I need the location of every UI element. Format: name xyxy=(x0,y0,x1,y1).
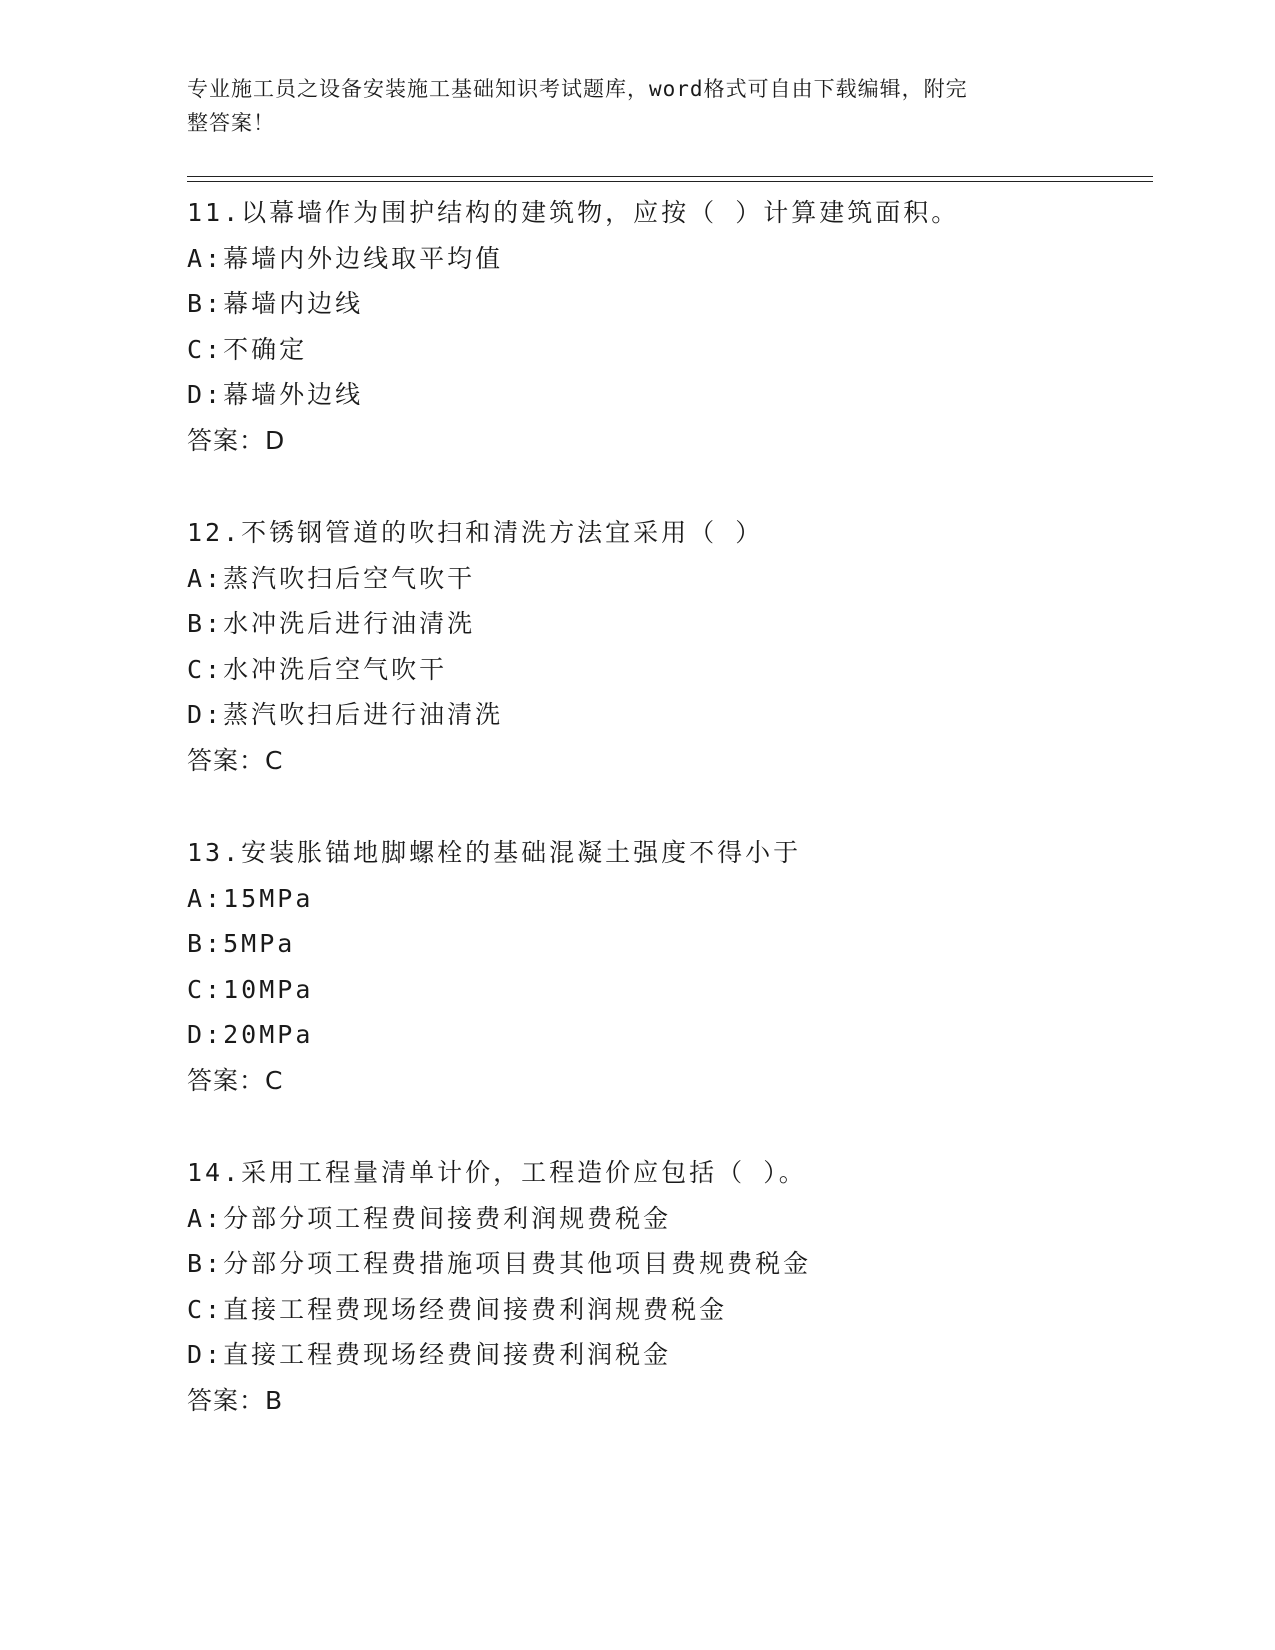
option-b xyxy=(187,921,1153,967)
option-c xyxy=(187,327,1153,373)
option-letter: D: xyxy=(187,700,224,729)
option-text: 水冲洗后空气吹干 xyxy=(223,654,448,684)
option-a xyxy=(187,876,1153,922)
answer-label: 答案：B xyxy=(187,1385,284,1415)
option-b xyxy=(187,1241,1153,1287)
option-letter: B: xyxy=(187,929,224,958)
header-line-2: 整答案！ xyxy=(187,111,275,135)
option-letter: D: xyxy=(187,380,224,409)
option-b xyxy=(187,601,1153,647)
option-text: 幕墙外边线 xyxy=(223,380,364,409)
answer-label: 答案：C xyxy=(187,745,284,775)
option-text: 直接工程费现场经费间接费利润税金 xyxy=(223,1340,672,1369)
option-letter: A: xyxy=(187,883,224,913)
option-text: 分部分项工程费措施项目费其他项目费规费税金 xyxy=(223,1249,812,1278)
document-page xyxy=(187,0,1153,1650)
option-a xyxy=(187,236,1153,282)
question-list xyxy=(187,190,1153,1470)
option-letter: B: xyxy=(187,1249,224,1278)
option-text: 5MPa xyxy=(223,929,296,958)
option-letter: A: xyxy=(187,563,224,593)
option-text: 幕墙内外边线取平均值 xyxy=(223,243,504,273)
question-14 xyxy=(187,1150,1153,1470)
header-divider xyxy=(187,176,1153,182)
option-text: 20MPa xyxy=(223,1020,314,1049)
option-letter: C: xyxy=(187,334,224,364)
question-stem: 13.安装胀锚地脚螺栓的基础混凝土强度不得小于 xyxy=(187,838,802,867)
document-header xyxy=(187,72,1067,140)
option-a xyxy=(187,1196,1153,1242)
question-12 xyxy=(187,510,1153,830)
option-text: 蒸汽吹扫后空气吹干 xyxy=(223,563,476,593)
option-d xyxy=(187,372,1153,418)
option-text: 15MPa xyxy=(223,883,314,913)
option-letter: C: xyxy=(187,1294,224,1324)
answer-label: 答案：D xyxy=(187,425,286,455)
option-d xyxy=(187,692,1153,738)
option-c xyxy=(187,647,1153,693)
option-letter: C: xyxy=(187,974,224,1004)
option-d xyxy=(187,1012,1153,1058)
option-a xyxy=(187,556,1153,602)
question-stem: 14.采用工程量清单计价，工程造价应包括（ ）。 xyxy=(187,1158,807,1187)
header-line-1: 专业施工员之设备安装施工基础知识考试题库，word格式可自由下载编辑，附完 xyxy=(187,77,968,101)
option-letter: A: xyxy=(187,243,224,273)
option-text: 分部分项工程费间接费利润规费税金 xyxy=(223,1203,672,1233)
option-text: 10MPa xyxy=(223,974,314,1004)
option-b xyxy=(187,281,1153,327)
answer-label: 答案：C xyxy=(187,1065,284,1095)
option-c xyxy=(187,967,1153,1013)
option-d xyxy=(187,1332,1153,1378)
option-letter: D: xyxy=(187,1020,224,1049)
option-letter: B: xyxy=(187,609,224,638)
option-text: 直接工程费现场经费间接费利润规费税金 xyxy=(223,1294,728,1324)
option-text: 水冲洗后进行油清洗 xyxy=(223,609,476,638)
option-letter: A: xyxy=(187,1203,224,1233)
option-letter: B: xyxy=(187,289,224,318)
option-text: 幕墙内边线 xyxy=(223,289,364,318)
question-stem: 12.不锈钢管道的吹扫和清洗方法宜采用（ ） xyxy=(187,518,764,547)
question-13 xyxy=(187,830,1153,1150)
option-letter: C: xyxy=(187,654,224,684)
option-text: 不确定 xyxy=(223,334,308,364)
option-text: 蒸汽吹扫后进行油清洗 xyxy=(223,700,504,729)
question-stem: 11.以幕墙作为围护结构的建筑物，应按（ ）计算建筑面积。 xyxy=(187,198,960,227)
option-c xyxy=(187,1287,1153,1333)
option-letter: D: xyxy=(187,1340,224,1369)
question-11 xyxy=(187,190,1153,510)
